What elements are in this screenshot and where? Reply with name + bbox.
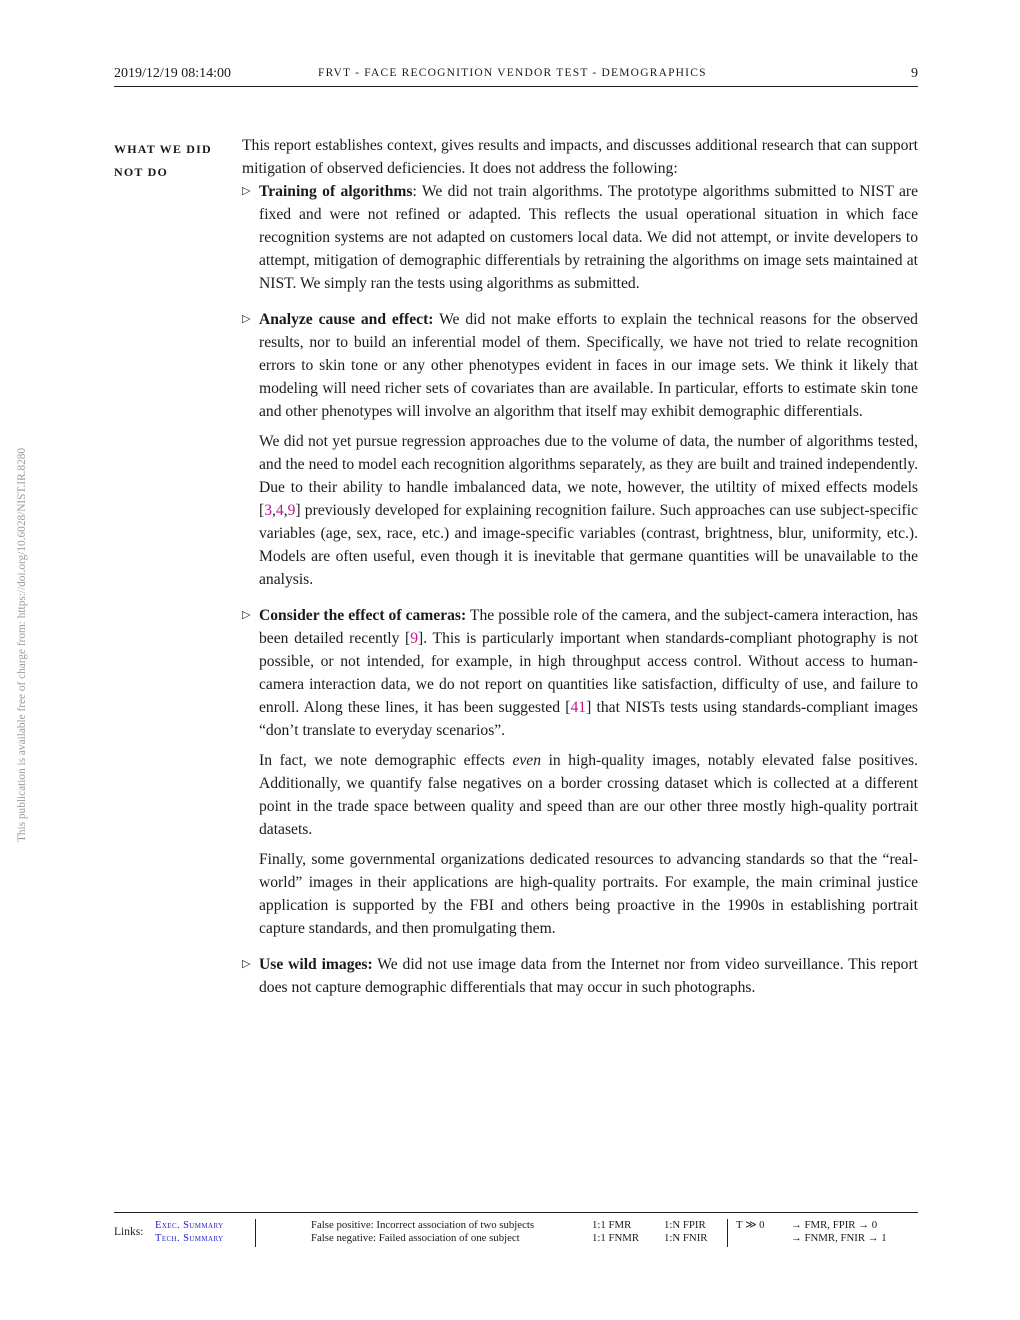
links-label: Links: — [114, 1226, 144, 1238]
para-text: We did not yet pursue regression approaches due to the volume of data, the number of algorithms tested, and the need to model each recognition algorithms separately, as they are built and trained independently. Due to their ability to handle imbalanced data, we note, however, the utiltity of mixed effects models [ — [259, 433, 918, 519]
triangle-bullet-icon: ▷ — [242, 958, 251, 970]
margin-label: WHAT WE DID NOT DO — [114, 142, 212, 179]
header-title: FRVT - FACE RECOGNITION VENDOR TEST - DEMOGRAPHICS — [318, 67, 707, 79]
threshold-label: T ≫ 0 — [736, 1219, 765, 1231]
item-body: : We did not train algorithms. The prototype algorithms submitted to NIST are fixed and were not refined or adapted. This reflects the usual operational situation in which face recognition systems are not adapted on customers local data. We did not attempt, or invite developers to attempt, mitigation of demographic differentials by retraining the algorithms on image sets maintained at NIST. We simply ran the tests using algorithms as submitted. — [259, 183, 918, 292]
intro-paragraph: This report establishes context, gives results and impacts, and discusses additional research that can support mitigation of observed deficiencies. It does not address the following: — [242, 137, 918, 177]
item-text — [259, 180, 918, 295]
triangle-bullet-icon: ▷ — [242, 185, 251, 197]
citation-separator: , — [283, 502, 288, 519]
item-body: ] that NISTs tests using standards-compliant images “don’t translate to everyday scenarios”. — [259, 699, 918, 739]
fpir-label: 1:N FPIR — [664, 1219, 706, 1231]
triangle-bullet-icon: ▷ — [242, 313, 251, 325]
list-item-training — [242, 180, 918, 295]
item-title: Consider the effect of cameras: — [259, 607, 467, 624]
false-negative-definition: False negative: Failed association of one subject — [311, 1232, 520, 1244]
footer-links — [155, 1219, 256, 1247]
exec-summary-link[interactable]: Exec. Summary — [155, 1220, 224, 1231]
citation-link[interactable]: 3 — [264, 502, 272, 519]
triangle-bullet-icon: ▷ — [242, 609, 251, 621]
citation-link[interactable]: 4 — [275, 502, 284, 519]
item-paragraph — [259, 749, 918, 841]
tech-summary-link[interactable]: Tech. Summary — [155, 1233, 224, 1244]
emphasis: even — [512, 752, 541, 769]
false-negative-trend: → FNMR, FNIR → 1 — [791, 1232, 887, 1244]
page-header — [114, 64, 918, 87]
item-text — [259, 604, 918, 742]
item-text — [259, 953, 918, 999]
list-item-wild-images — [242, 953, 918, 999]
para-text: In fact, we note demographic effects — [259, 752, 513, 769]
fnir-label: 1:N FNIR — [664, 1232, 708, 1244]
item-paragraph: Finally, some governmental organizations dedicated resources to advancing standards so that the “real-world” images in their applications are high-quality portraits. For example, the main criminal justice application is supported by the FBI and others being proactive in the 1990s in establishing portrait capture standards, and then promulgating them. — [259, 851, 918, 937]
false-positive-trend: → FMR, FPIR → 0 — [791, 1219, 878, 1231]
item-paragraph — [259, 430, 918, 591]
citation-link[interactable]: 9 — [287, 502, 296, 519]
citation-link[interactable]: 41 — [570, 699, 587, 716]
fmr-label: 1:1 FMR — [592, 1219, 632, 1231]
item-text — [259, 308, 918, 423]
item-title: Use wild images: — [259, 956, 373, 973]
citation-link[interactable]: 9 — [410, 630, 419, 647]
list-item-cause-effect — [242, 308, 918, 591]
false-positive-definition: False positive: Incorrect association of two subjects — [311, 1219, 535, 1231]
para-text: in high-quality images, notably elevated false positives. Additionally, we quantify false negatives on a border crossing dataset which is collected at a different point in the trade space between quality and speed than are our other three mostly high-quality portrait datasets. — [259, 752, 918, 838]
page-number: 9 — [911, 66, 918, 81]
item-title: Analyze cause and effect: — [259, 311, 434, 328]
doi-note: This publication is available free of charge from: https://doi.org/10.6028/NIST.IR.8280 — [16, 447, 28, 842]
page-footer — [114, 1212, 918, 1244]
item-body: We did not use image data from the Internet nor from video surveillance. This report does not capture demographic differentials that may occur in such photographs. — [259, 956, 919, 996]
main-content — [242, 134, 918, 1012]
list-item-cameras — [242, 604, 918, 940]
fnmr-label: 1:1 FNMR — [592, 1232, 640, 1244]
footer-divider — [727, 1219, 728, 1247]
header-date: 2019/12/19 08:14:00 — [114, 66, 232, 81]
citation-separator: , — [272, 502, 276, 519]
item-title: Training of algorithms — [259, 183, 413, 200]
item-body: ]. This is particularly important when standards-compliant photography is not possible, or not intended, for example, in high throughput access control. Without access to human-camera interaction data, we do not report on quantities like satisfaction, difficulty of use, and failure to enroll. Along these lines, it has been suggested [ — [259, 630, 918, 716]
item-body: We did not make efforts to explain the technical reasons for the observed results, nor to build an inferential model of them. Specifically, we have not tried to relate recognition errors to skin tone or any other phenotypes evident in faces in our image sets. We think it likely that modeling will need richer sets of covariates than are available. In particular, efforts to estimate skin tone and other phenotypes will involve an algorithm that itself may exhibit demographic differentials. — [259, 311, 918, 420]
item-body: The possible role of the camera, and the subject-camera interaction, has been detailed recently [ — [259, 607, 918, 647]
para-text: ] previously developed for explaining recognition failure. Such approaches can use subject-specific variables (age, sex, race, etc.) and image-specific variables (contrast, brightness, blur, uniformity, etc.). Models are often useful, even though it is inevitable that germane quantities will be unavailable to the analysis. — [259, 502, 918, 588]
